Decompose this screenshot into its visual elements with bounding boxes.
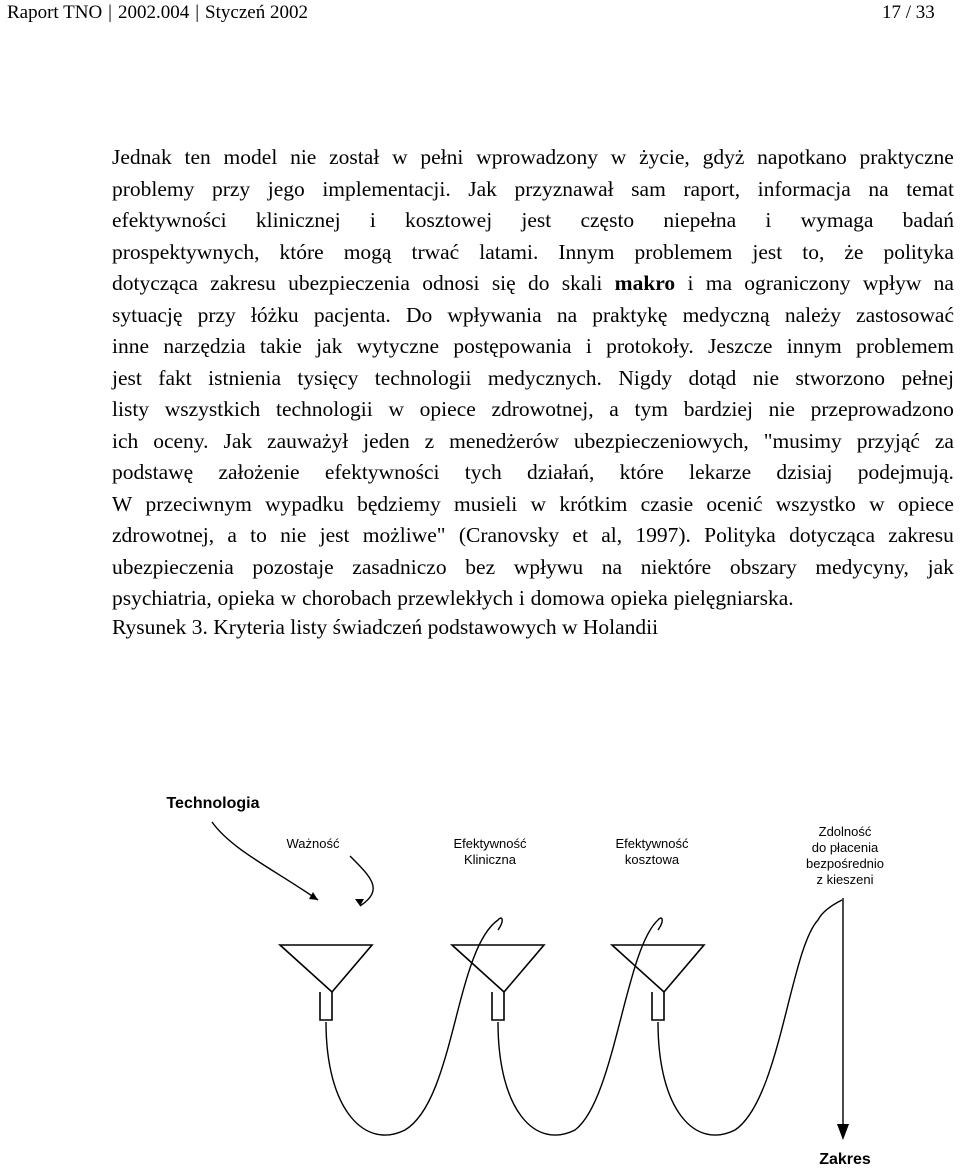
- filter-label-3: Efektywność: [615, 836, 689, 851]
- figure-caption: Rysunek 3. Kryteria listy świadczeń podstawowych w Holandii: [112, 615, 659, 639]
- flow-line-1: [326, 918, 502, 1135]
- flow-line-3: [658, 900, 842, 1135]
- filter-labels: [287, 824, 885, 887]
- running-header: Raport TNO | 2002.004 | Styczeń 2002: [7, 2, 308, 23]
- filter-label-4: do płacenia: [811, 840, 879, 855]
- paragraph-line: jest fakt istnienia tysięcy technologii medycznych. Nigdy dotąd nie stworzono pełnej: [112, 365, 954, 390]
- result-arrow-head: [837, 1124, 849, 1140]
- paragraph-line: ich oceny. Jak zauważył jeden z menedżerów ubezpieczeniowych, "musimy przyjąć za: [112, 428, 954, 453]
- filter-label-4: z kieszeni: [816, 872, 874, 887]
- funnel-icon: [452, 945, 544, 1020]
- page-number: 17 / 33: [882, 2, 935, 23]
- paragraph-line: zdrowotnej, a to nie jest możliwe" (Cranovsky et al, 1997). Polityka dotycząca zakresu: [112, 523, 954, 547]
- paragraph-line: ubezpieczenia pozostaje zasadniczo bez wpływu na niektóre obszary medycyny, jak: [112, 554, 954, 579]
- filter-label-2: Kliniczna: [463, 852, 517, 867]
- filter-label-4: bezpośrednio: [805, 856, 885, 871]
- funnel-icon: [612, 945, 704, 1020]
- report-name: Raport TNO: [7, 2, 103, 23]
- paragraph-line: podstawę założenie efektywności tych działań, które lekarze dzisiaj podejmują.: [112, 460, 954, 484]
- paragraph-line: W przeciwnym wypadku będziemy musieli w krótkim czasie ocenić wszystko w opiece: [112, 491, 954, 516]
- report-date: Styczeń 2002: [205, 2, 308, 23]
- paragraph-line: efektywności klinicznej i kosztowej jest często niepełna i wymaga badań: [112, 208, 954, 232]
- paragraph-line: dotycząca zakresu ubezpieczenia odnosi się do skali makro i ma ograniczony wpływ na: [112, 271, 954, 295]
- funnel-icon: [280, 945, 372, 1020]
- paragraph-line: listy wszystkich technologii w opiece zdrowotnej, a tym bardziej nie przeprowadzono: [112, 397, 954, 421]
- filter-label-3: kosztowa: [624, 852, 680, 867]
- arrow-waznosc-head: [355, 899, 364, 906]
- filter-label-2: Efektywność: [453, 836, 527, 851]
- filter-label-4: Zdolność: [818, 824, 872, 839]
- technologia-label: Technologia: [166, 795, 260, 812]
- zakres-label: [791, 1151, 900, 1174]
- paragraph-line: inne narzędzia takie jak wytyczne postępowania i protokoły. Jeszcze innym problemem: [112, 334, 954, 358]
- arrow-technologia: [212, 822, 318, 900]
- paragraph-line: sytuację przy łóżku pacjenta. Do wpływania na praktykę medyczną należy zastosować: [112, 302, 954, 327]
- filter-label-1: Ważność: [286, 836, 340, 851]
- paragraph-line: prospektywnych, które mogą trwać latami. Innym problemem jest to, że polityka: [112, 239, 954, 264]
- arrow-waznosc: [350, 856, 373, 906]
- paragraph-line: psychiatria, opieka w chorobach przewlekłych i domowa opieka pielęgniarska.: [112, 586, 794, 610]
- report-number: 2002.004: [117, 2, 190, 23]
- paragraph-line: problemy przy jego implementacji. Jak przyznawał sam raport, informacja na temat: [112, 176, 954, 201]
- arrow-technologia-head: [309, 892, 318, 900]
- flow-line-2: [498, 918, 662, 1135]
- paragraph-line: Jednak ten model nie został w pełni wprowadzony w życie, gdyż napotkano praktyczne: [112, 145, 954, 169]
- zakres-label-line: Zakres: [819, 1151, 871, 1168]
